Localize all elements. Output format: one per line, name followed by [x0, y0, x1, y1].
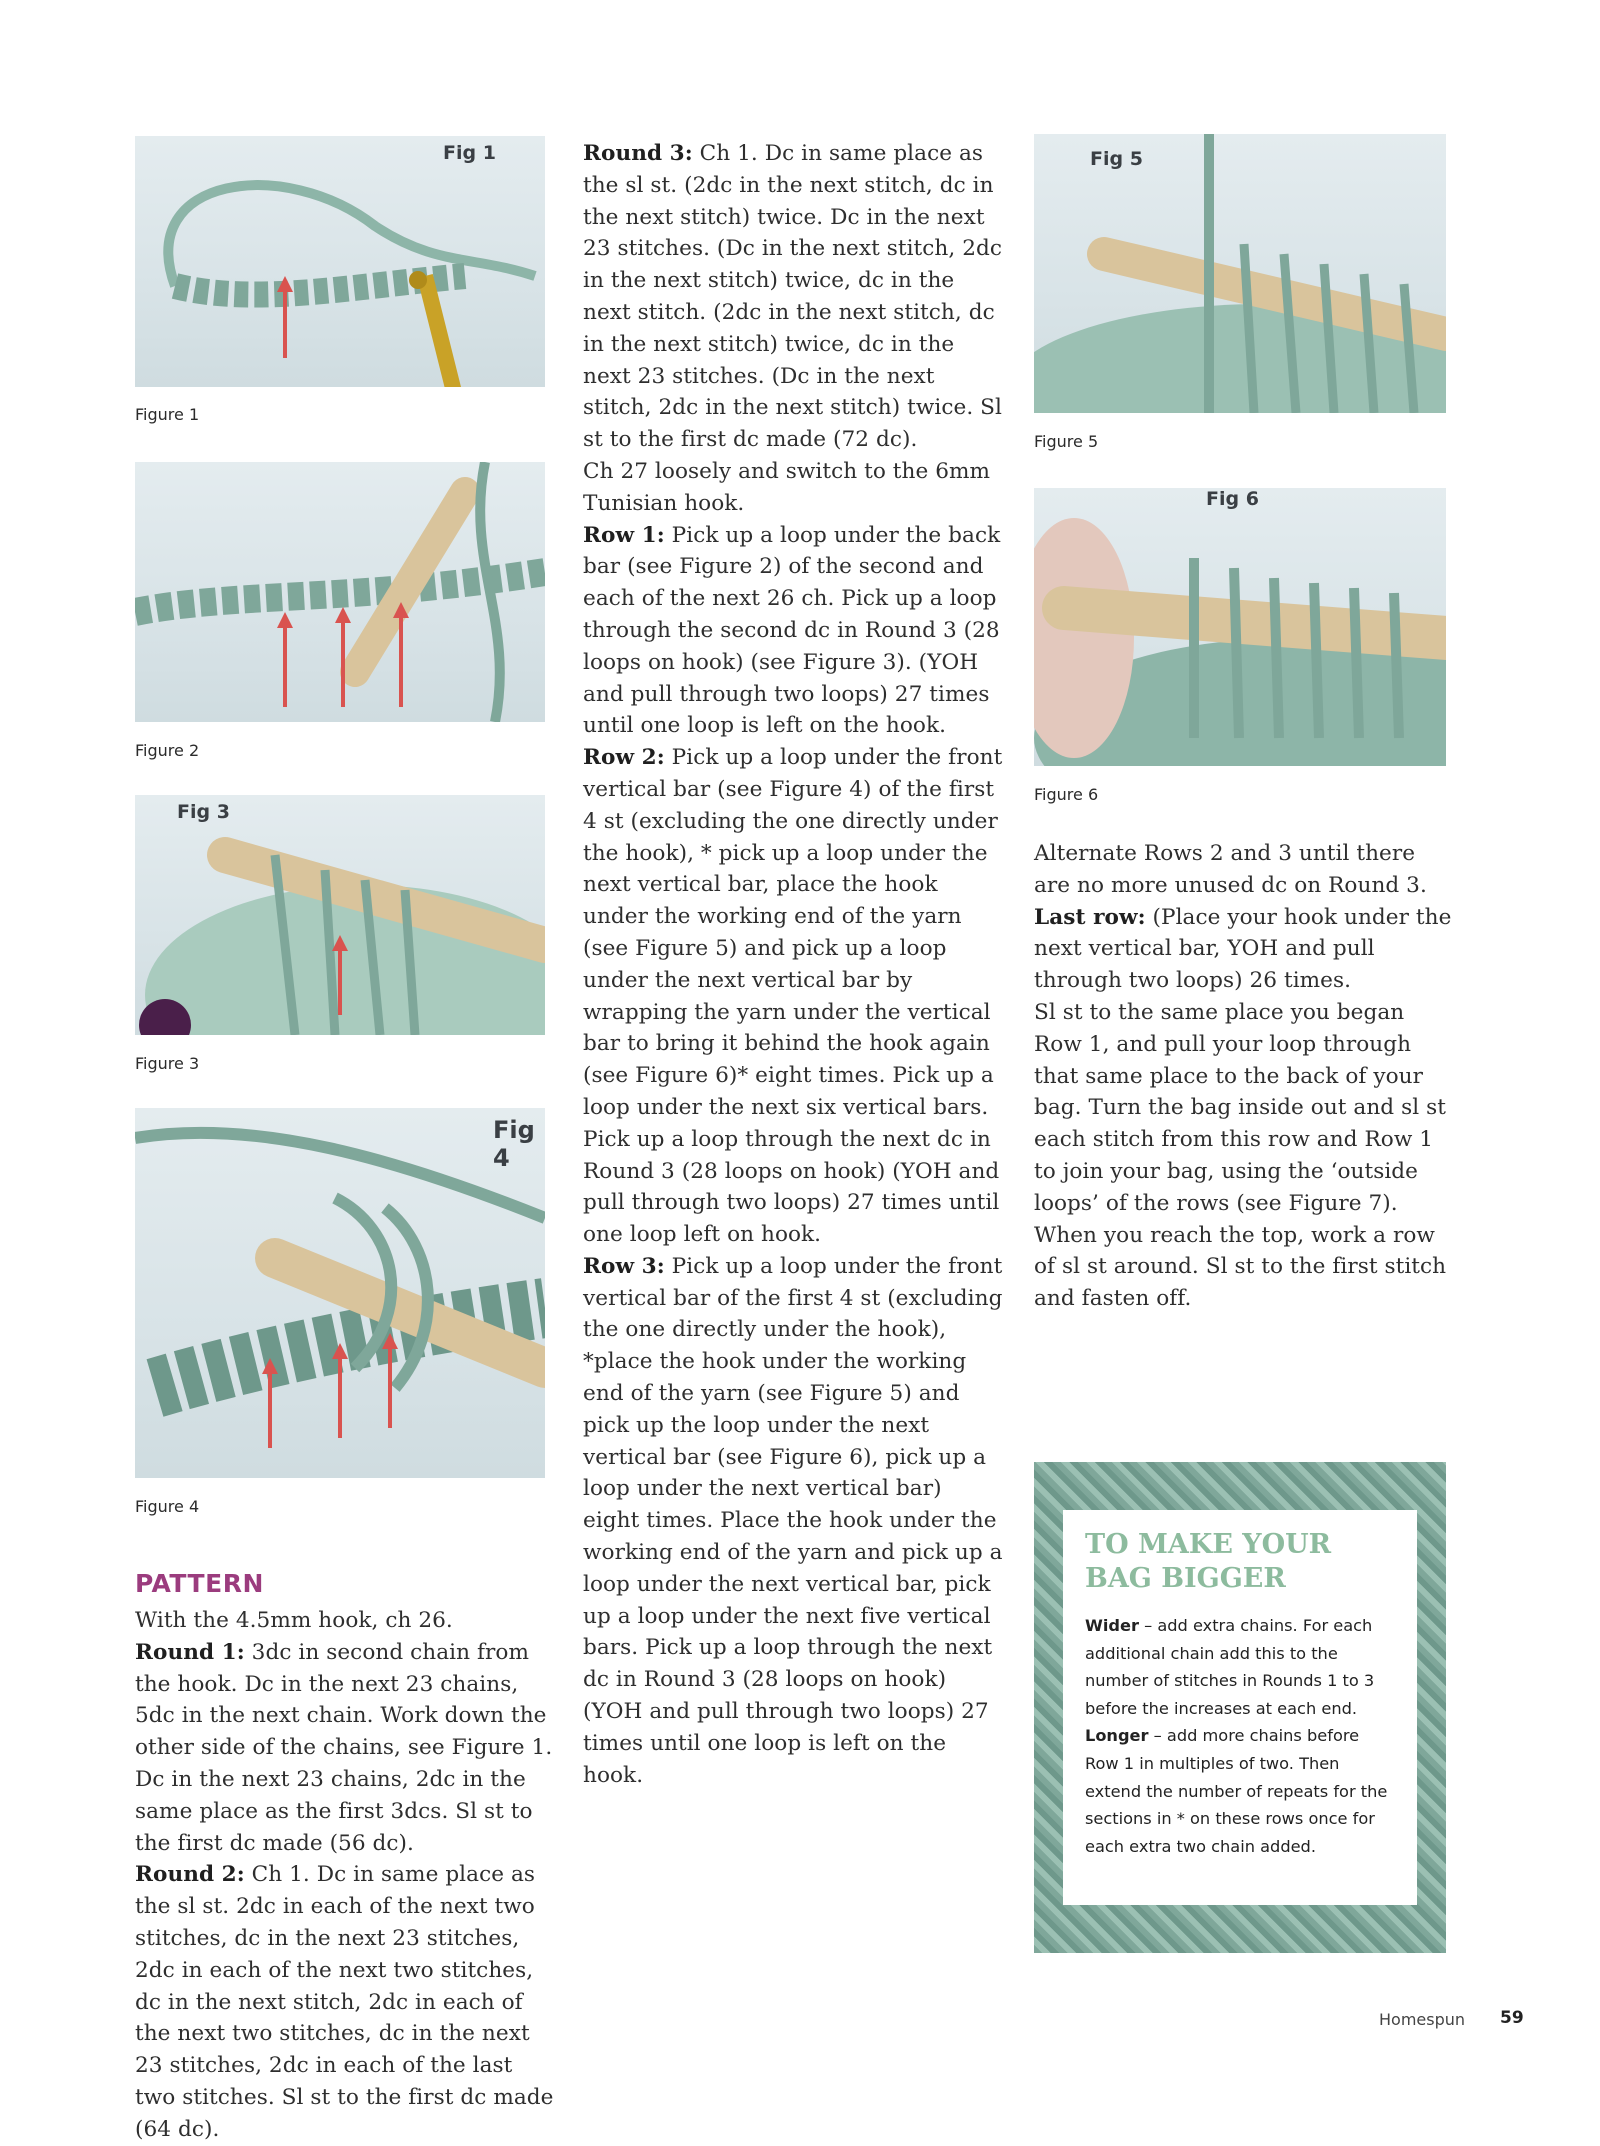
figure-1-photo	[135, 136, 545, 387]
longer-text: – add more chains before Row 1 in multiples of two. Then extend the number of repeats for the sections in * on these rows once for each extra two chain added.	[1085, 1726, 1388, 1856]
bigger-bag-sidebar	[1034, 1462, 1446, 1953]
chain-paragraph: Ch 27 loosely and switch to the 6mm Tunisian hook.	[583, 458, 991, 516]
last-row-text: (Place your hook under the next vertical bar, YOH and pull through two loops) 26 times.	[1034, 904, 1452, 994]
sidebar-title: TO MAKE YOUR BAG BIGGER	[1085, 1529, 1332, 1594]
figure-2-photo	[135, 462, 545, 722]
row-2-label: Row 2:	[583, 745, 665, 771]
row-3-label: Row 3:	[583, 1253, 665, 1279]
row-3-text: Pick up a loop under the front vertical bar of the first 4 st (excluding the one directly under the hook), *place the hook under the working end of the yarn (see Figure 5) and pick up the loop under the next vertical bar (see Figure 6), pick up a loop under the next vertical bar) eight times. Place the hook under the working end of the yarn and pick up a loop under the next vertical bar, pick up a loop under the next five vertical bars. Pick up a loop through the next dc in Round 3 (28 loops on hook) (YOH and pull through two loops) 27 times until one loop is left on the hook.	[583, 1253, 1003, 1788]
row-1-label: Row 1:	[583, 522, 665, 548]
row-1-text: Pick up a loop under the back bar (see Figure 2) of the second and each of the next 26 ch. Pick up a loop through the second dc in Round 3 (28 loops on hook) (see Figure 3). (YOH and pull through two loops) 27 times until one loop is left on the hook.	[583, 522, 1001, 739]
pattern-section	[135, 1567, 555, 2146]
round-1-paragraph	[135, 1637, 555, 1860]
slip-stitch-paragraph: Sl st to the same place you began Row 1, and pull your loop through that same place to the back of your bag. Turn the bag inside out and sl st each stitch from this row and Row 1 to join your bag, using the ‘outside loops’ of the rows (see Figure 7).	[1034, 999, 1446, 1216]
round-3-text: Ch 1. Dc in same place as the sl st. (2dc in the next stitch, dc in the next stitch) twice. Dc in the next 23 stitches. (Dc in the next stitch, 2dc in the next stitch) twice, dc in the next stitch. (2dc in the next stitch, dc in the next stitch) twice, dc in the next 23 stitches. (Dc in the next stitch, 2dc in the next stitch) twice. Sl st to the first dc made (72 dc).	[583, 141, 1003, 453]
figure-4-caption: Figure 4	[135, 1497, 200, 1516]
row-3-paragraph	[583, 1251, 1003, 1792]
sidebar-body	[1085, 1612, 1395, 1860]
figure-4-illustration	[135, 1108, 545, 1478]
figure-1-illustration	[135, 136, 545, 387]
figure-2-caption: Figure 2	[135, 741, 200, 760]
figure-4-photo	[135, 1108, 545, 1478]
round-3-label: Round 3:	[583, 141, 693, 166]
pattern-intro: With the 4.5mm hook, ch 26.	[135, 1608, 453, 1633]
figure-3-tag: Fig 3	[177, 801, 230, 823]
figure-6-illustration	[1034, 488, 1446, 766]
longer-label: Longer	[1085, 1726, 1149, 1746]
sidebar-panel	[1063, 1510, 1417, 1905]
wider-label: Wider	[1085, 1616, 1139, 1635]
round-1-label: Round 1:	[135, 1639, 245, 1665]
figure-4-tag: Fig 4	[493, 1116, 535, 1172]
figure-5-illustration	[1034, 134, 1446, 413]
row-2-paragraph	[583, 742, 1003, 1251]
round-2-text: Ch 1. Dc in same place as the sl st. 2dc in each of the next two stitches, dc in the next 23 stitches, 2dc in each of the next two stitches, dc in the next stitch, 2dc in each of the next two stitches, dc in the next 23 stitches, 2dc in each of the last two stitches. Sl st to the first dc made (64 dc).	[135, 1862, 554, 2142]
middle-column	[583, 138, 1003, 1791]
last-row-label: Last row:	[1034, 904, 1146, 930]
figure-6-caption: Figure 6	[1034, 785, 1099, 804]
figure-3-illustration	[135, 795, 545, 1035]
figure-1-caption: Figure 1	[135, 405, 200, 424]
right-column	[1034, 838, 1454, 1315]
alternate-paragraph: Alternate Rows 2 and 3 until there are no more unused dc on Round 3.	[1034, 841, 1427, 898]
round-2-label: Round 2:	[135, 1862, 245, 1888]
wider-text: – add extra chains. For each additional chain add this to the number of stitches in Rounds 1 to 3 before the increases at each end.	[1085, 1616, 1375, 1718]
figure-3-caption: Figure 3	[135, 1054, 200, 1073]
figure-5-photo	[1034, 134, 1446, 413]
figure-2-illustration	[135, 462, 545, 722]
round-1-text: 3dc in second chain from the hook. Dc in the next 23 chains, 5dc in the next chain. Work down the other side of the chains, see Figure 1. Dc in the next 23 chains, 2dc in the same place as the first 3dcs. Sl st to the first dc made (56 dc).	[135, 1639, 553, 1856]
top-paragraph: When you reach the top, work a row of sl st around. Sl st to the first stitch and fasten off.	[1034, 1222, 1447, 1312]
figure-3-photo	[135, 795, 545, 1035]
figure-5-tag: Fig 5	[1090, 148, 1143, 170]
page-number: 59	[1500, 2008, 1524, 2028]
figure-6-photo	[1034, 488, 1446, 766]
last-row-paragraph	[1034, 902, 1454, 997]
magazine-name: Homespun	[1379, 2010, 1466, 2029]
pattern-heading: PATTERN	[135, 1569, 264, 1598]
row-1-paragraph	[583, 520, 1003, 743]
round-3-paragraph	[583, 138, 1003, 456]
figure-1-tag: Fig 1	[443, 142, 496, 164]
figure-5-caption: Figure 5	[1034, 432, 1099, 451]
row-2-text: Pick up a loop under the front vertical bar (see Figure 4) of the first 4 st (excluding the one directly under the hook), * pick up a loop under the next vertical bar, place the hook under the working end of the yarn (see Figure 5) and pick up a loop under the next vertical bar by wrapping the yarn under the vertical bar to bring it behind the hook again (see Figure 6)* eight times. Pick up a loop under the next six vertical bars. Pick up a loop through the next dc in Round 3 (28 loops on hook) (YOH and pull through two loops) 27 times until one loop left on hook.	[583, 745, 1003, 1248]
figure-6-tag: Fig 6	[1206, 488, 1259, 510]
round-2-paragraph	[135, 1859, 555, 2145]
